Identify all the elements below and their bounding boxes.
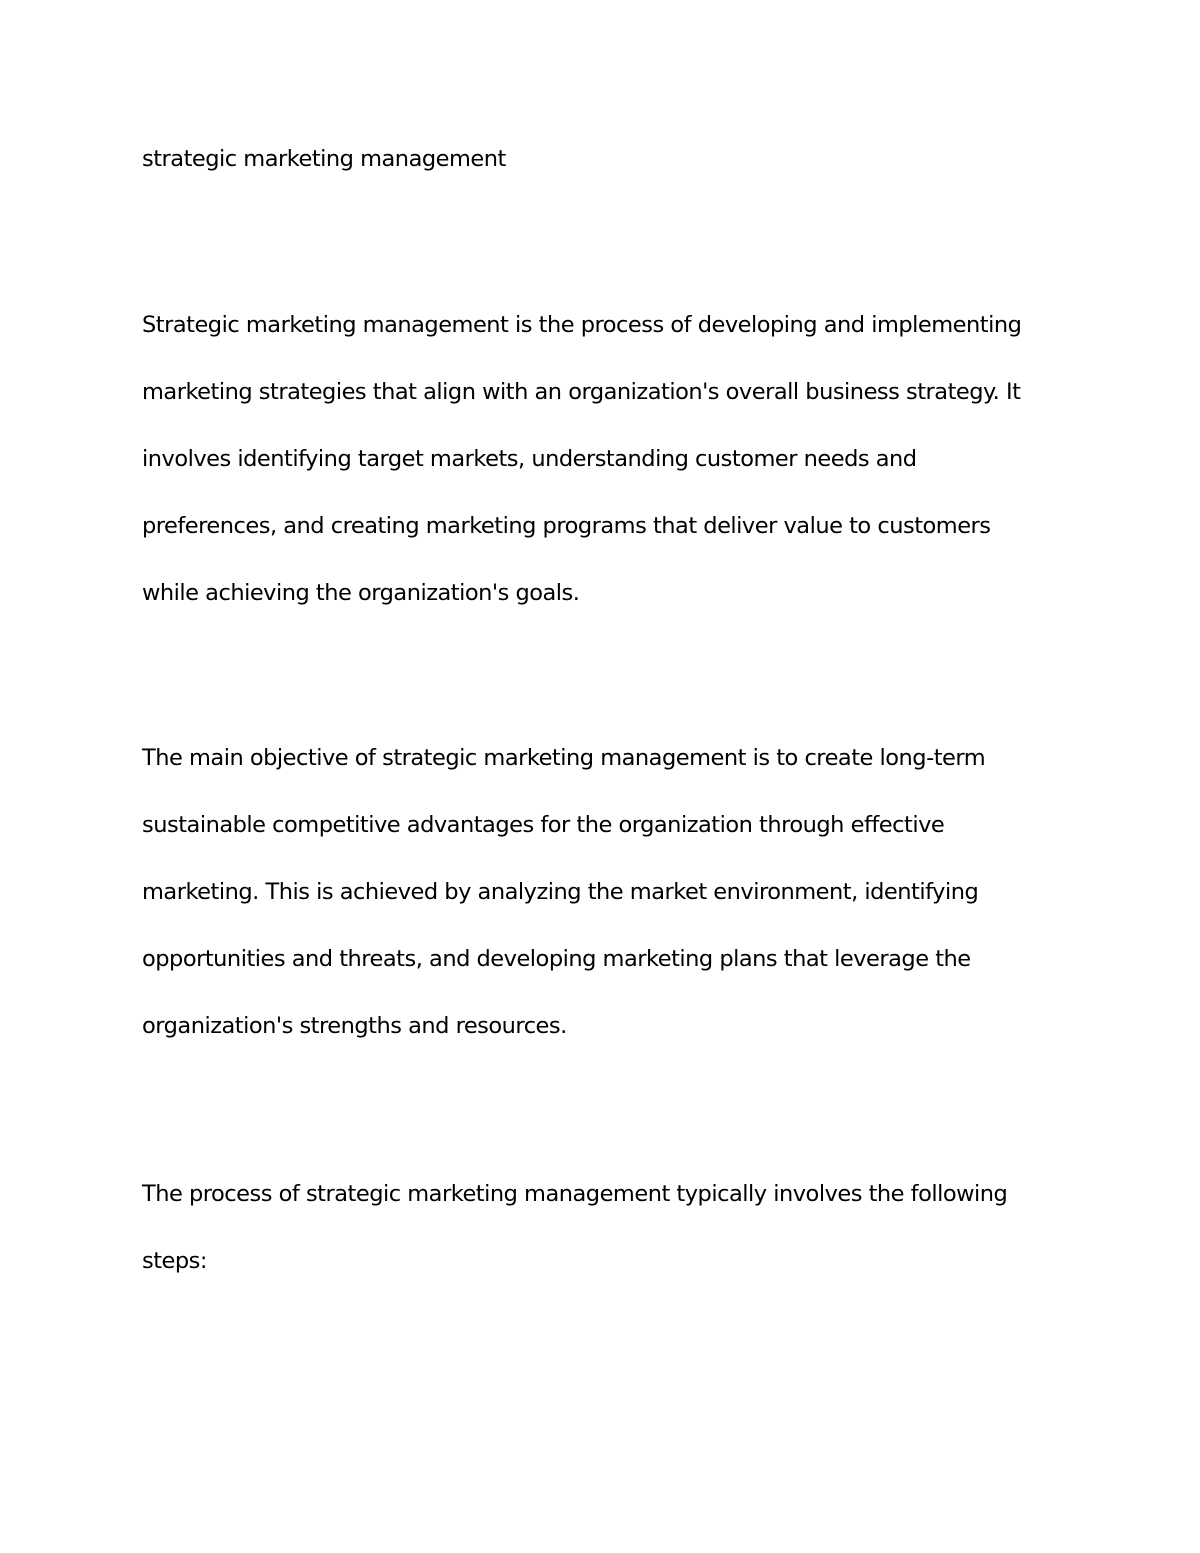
paragraph-line: involves identifying target markets, understanding customer needs and bbox=[142, 446, 917, 472]
paragraph-line: marketing strategies that align with an organization's overall business strategy. It bbox=[142, 379, 1021, 405]
paragraph-line: preferences, and creating marketing programs that deliver value to customers bbox=[142, 513, 991, 539]
paragraph-line: Strategic marketing management is the process of developing and implementing bbox=[142, 312, 1022, 338]
document-title: strategic marketing management bbox=[142, 146, 506, 172]
paragraph-line: sustainable competitive advantages for the organization through effective bbox=[142, 812, 945, 838]
paragraph-line: The process of strategic marketing management typically involves the following bbox=[142, 1181, 1008, 1207]
paragraph-line: organization's strengths and resources. bbox=[142, 1013, 567, 1039]
paragraph-line: The main objective of strategic marketing management is to create long-term bbox=[142, 745, 986, 771]
paragraph-line: opportunities and threats, and developing marketing plans that leverage the bbox=[142, 946, 971, 972]
paragraph-line: steps: bbox=[142, 1248, 207, 1274]
paragraph-line: marketing. This is achieved by analyzing the market environment, identifying bbox=[142, 879, 979, 905]
paragraph-line: while achieving the organization's goals. bbox=[142, 580, 580, 606]
